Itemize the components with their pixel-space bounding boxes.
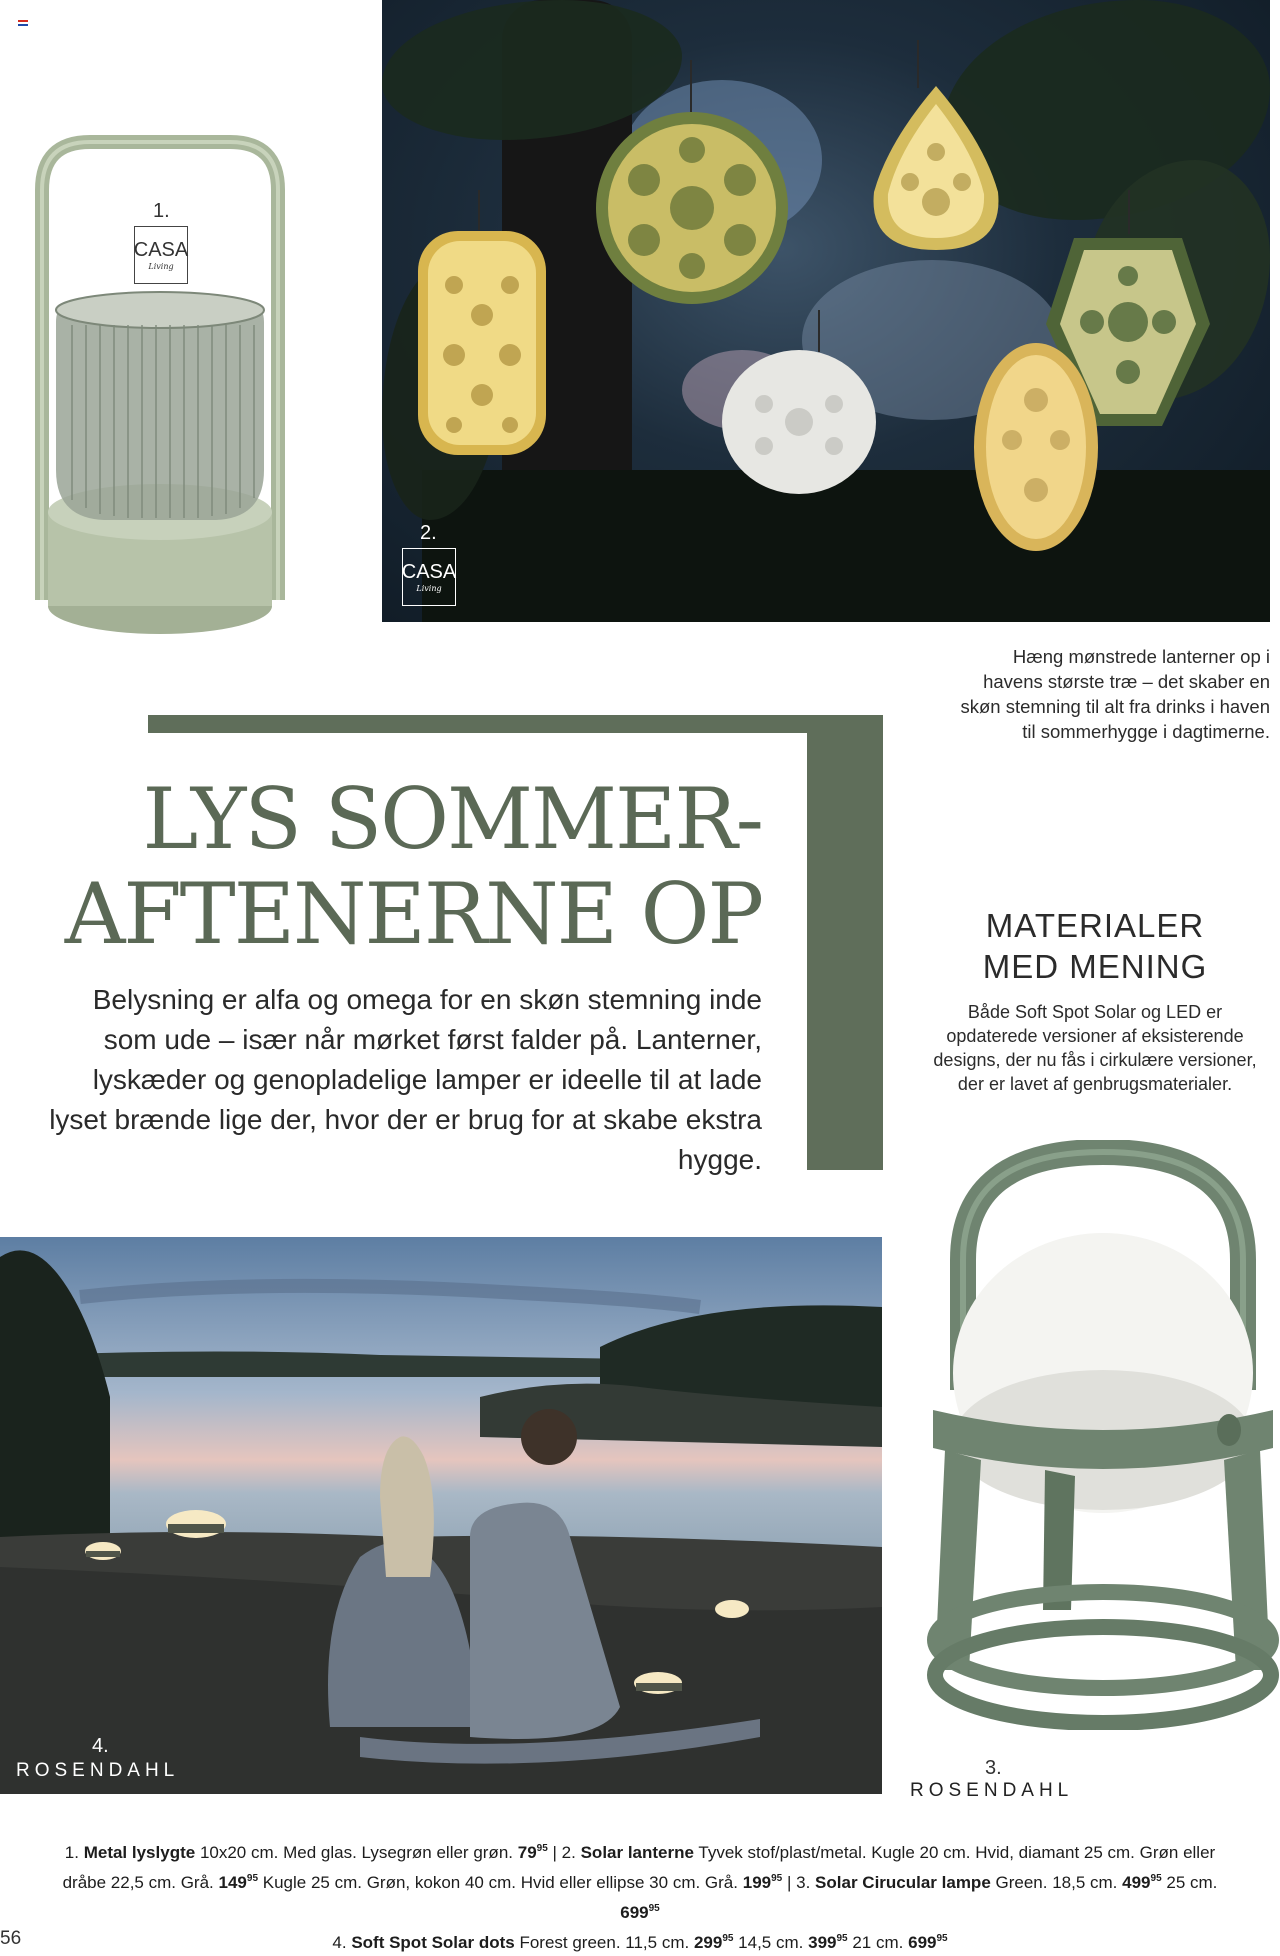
headline-line-2: AFTENERNE OP: [64, 865, 762, 963]
item-2-price-1: 149: [218, 1873, 247, 1892]
item-2-cents-1: 95: [246, 1873, 259, 1884]
item-4-cents-2: 95: [836, 1933, 848, 1944]
materials-heading-line-1: MATERIALER: [985, 907, 1205, 944]
item-2-desc-2: Kugle 25 cm. Grøn, kokon 40 cm. Hvid eller ellipse 30 cm. Grå.: [262, 1873, 738, 1892]
item-1-number: 1.: [64, 1843, 79, 1862]
drop-lantern: [864, 82, 1008, 254]
product-4-number: 4.: [92, 1735, 109, 1757]
casa-logo-text: CASA: [133, 238, 189, 261]
lake-scene-illustration: [0, 1237, 882, 1794]
item-4-price-1: 299: [693, 1933, 723, 1952]
ellipse-lantern: [972, 340, 1100, 554]
item-4-cents-3: 95: [936, 1933, 948, 1944]
casa-logo: [134, 226, 188, 284]
item-4-price-3: 699: [908, 1933, 937, 1952]
item-3-price-1: 499: [1122, 1873, 1151, 1892]
item-3-number: 3.: [796, 1873, 811, 1892]
item-3-desc: Green. 18,5 cm.: [995, 1873, 1118, 1892]
product-3-solar-lamp: [925, 1140, 1280, 1779]
photo-hanging-lanterns: [382, 0, 1270, 622]
item-3-cents-1: 95: [1150, 1873, 1162, 1884]
green-round-lantern: [592, 110, 792, 306]
item-2-desc: Tyvek stof/plast/metal. Kugle 20 cm. Hvid, diamant 25 cm. Grøn eller dråbe 22,5 cm. Grå.: [62, 1843, 1216, 1892]
item-4-name: Soft Spot Solar dots: [351, 1933, 515, 1952]
cylinder-lantern: [414, 225, 550, 460]
product-3-number: 3.: [985, 1757, 1002, 1779]
photo-couple-lake: [0, 1237, 882, 1794]
item-3-name: Solar Cirucular lampe: [815, 1873, 991, 1892]
item-1-price: 79: [517, 1843, 537, 1862]
item-4-desc-2: 14,5 cm.: [738, 1933, 804, 1952]
product-1-number: 1.: [153, 200, 170, 222]
item-1-name: Metal lyslygte: [83, 1843, 196, 1862]
materials-heading-line-2: MED MENING: [982, 948, 1208, 985]
item-1-desc: 10x20 cm. Med glas. Lysegrøn eller grøn.: [199, 1843, 513, 1862]
item-4-cents-1: 95: [722, 1933, 734, 1944]
materials-body: Både Soft Spot Solar og LED er opdaterede versioner af eksisterende designs, der nu fås i cirkulære versioner, der er lavet af genbrugsmaterialer.: [933, 1002, 1257, 1094]
item-4-number: 4.: [332, 1933, 347, 1952]
white-ball-lantern: [720, 348, 878, 496]
casa-logo-photo: [402, 548, 456, 606]
flag-icon: [18, 20, 28, 26]
casa-logo-photo-sub: Living: [416, 583, 442, 593]
item-2-price-2: 199: [742, 1873, 772, 1892]
item-2-cents-2: 95: [771, 1873, 783, 1884]
product-2-number: 2.: [420, 522, 437, 544]
item-4-price-2: 399: [808, 1933, 837, 1952]
item-3-price-2: 699: [620, 1903, 649, 1922]
rosendahl-logo: ROSENDAHL: [910, 1780, 1074, 1801]
materials-heading: [920, 905, 1270, 987]
casa-logo-sub: Living: [148, 261, 174, 271]
separator: |: [786, 1873, 792, 1892]
decorative-frame-top: [148, 715, 883, 733]
headline-line-1: LYS SOMMER-: [142, 770, 762, 868]
product-price-caption: [60, 1836, 1220, 1956]
item-2-number: 2.: [561, 1843, 576, 1862]
item-4-desc: Forest green. 11,5 cm.: [519, 1933, 690, 1952]
intro-paragraph: Belysning er alfa og omega for en skøn stemning inde som ude – især når mørket først falder på. Lanterner, lyskæder og genopladelige lamper er ideelle til at lade lyset brænde lige der, hvor der er brug for at skabe ekstra hygge.: [49, 984, 762, 1175]
hang-lanterns-caption: Hæng mønstrede lanterner op i havens største træ – det skaber en skøn stemning til alt fra drinks i haven til sommerhygge i dagtimerne.: [960, 646, 1270, 742]
item-3-cents-2: 95: [648, 1903, 660, 1914]
solar-lamp-illustration: [925, 1140, 1280, 1730]
casa-logo-photo-text: CASA: [401, 560, 457, 583]
decorative-frame-side: [807, 715, 883, 1170]
item-3-desc-2: 25 cm.: [1166, 1873, 1218, 1892]
product-1-metal-lantern: [20, 130, 300, 640]
rosendahl-logo-photo: ROSENDAHL: [16, 1760, 180, 1781]
item-1-cents: 95: [536, 1843, 548, 1854]
item-2-name: Solar lanterne: [580, 1843, 694, 1862]
separator: |: [552, 1843, 557, 1862]
page-number: 56: [0, 1928, 22, 1949]
item-4-desc-3: 21 cm.: [852, 1933, 904, 1952]
